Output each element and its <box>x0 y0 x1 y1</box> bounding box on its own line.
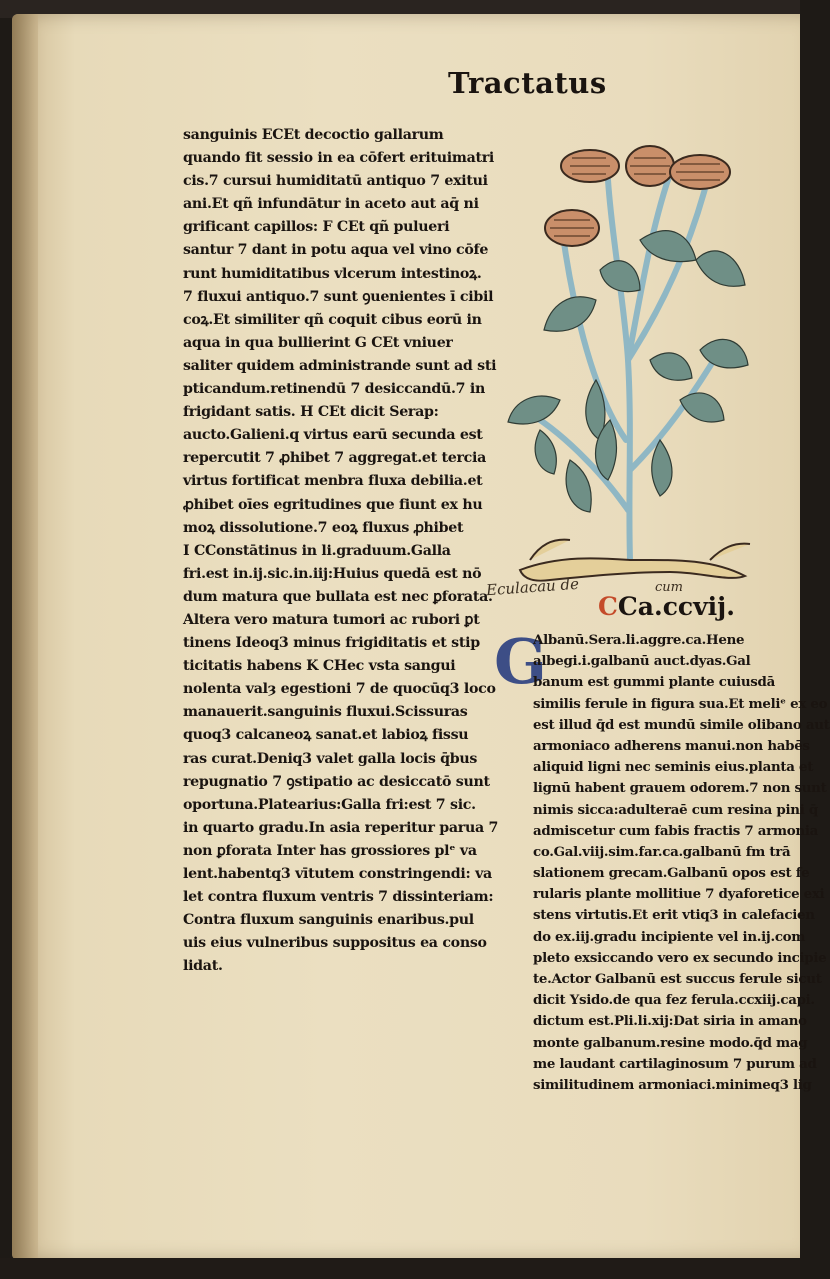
text-line: stens virtutis.Et erit vtiq3 in calefacien <box>533 907 815 924</box>
chapter-rubric-mark: C <box>598 592 618 621</box>
text-line: frigidant satis. H CEt dicit Serap: <box>183 404 439 421</box>
text-line: coꝝ.Et similiter qñ coquit cibus eorū in <box>183 311 482 328</box>
text-line: armoniaco adherens manui.non habēs <box>533 737 810 754</box>
running-title: Tractatus <box>448 66 607 100</box>
plant-roots <box>520 540 750 581</box>
text-line: aucto.Galieni.q virtus earū secunda est <box>183 427 483 444</box>
desk-background-bottom <box>0 1258 800 1279</box>
text-line: Albanū.Sera.li.aggre.ca.Hene <box>533 632 745 648</box>
text-line: saliter quidem administrande sunt ad sti <box>183 357 497 374</box>
text-line: albegi.i.galbanū auct.dyas.Gal <box>533 653 751 670</box>
text-line: rularis plante mollitiue 7 dyaforetice exi <box>533 886 825 903</box>
text-line: slationem grecam.Galbanū opos est fe <box>533 865 810 882</box>
text-line: repercutit 7 ꝓhibet 7 aggregat.et tercia <box>183 450 487 467</box>
text-line: oportuna.Platearius:Galla fri:est 7 sic. <box>183 796 476 813</box>
text-line: Altera vero matura tumori ac rubori ꝑt <box>183 611 480 628</box>
text-line: lent.habentq3 vītutem constringendi: va <box>183 866 492 882</box>
text-line: repugnatio 7 ꝯstipatio ac desiccatō sunt <box>183 773 490 790</box>
text-line: est illud q̄d est mundū simile olibano aut <box>533 716 830 733</box>
text-line: moꝝ dissolutione.7 eoꝝ fluxus ꝓhibet <box>183 519 464 536</box>
text-line: non ꝑforata Inter has grossiores plᵉ va <box>183 842 477 859</box>
text-line: ticitatis habens K CHec vsta sangui <box>183 658 456 675</box>
chapter-number: Ca.ccvij. <box>617 592 735 621</box>
text-line: co.Gal.viij.sim.far.ca.galbanū fm trā <box>533 843 791 860</box>
text-line: santur 7 dant in potu aqua vel vino cōfe <box>183 242 489 259</box>
text-line: ꝓhibet oīes egritudines que fiunt ex hu <box>183 496 483 513</box>
text-line: nimis sicca:adulteraē cum resina pini q̄ <box>533 801 818 818</box>
text-line: banum est gummi plante cuiusdā <box>533 674 775 691</box>
text-line: ras curat.Deniq3 valet galla locis q̄bus <box>183 750 478 767</box>
text-line: cis.7 cursui humiditatū antiquo 7 exitui <box>183 173 488 190</box>
text-line: te.Actor Galbanū est succus ferule sicut <box>533 971 822 987</box>
plant-woodcut-illustration <box>500 140 760 600</box>
handwritten-plant-label-right: cum <box>655 580 683 595</box>
text-line: quando fit sessio in ea cōfert erituimatri <box>183 150 495 167</box>
right-text-column <box>533 630 830 1096</box>
text-line: similis ferule in figura sua.Et meliᵉ ex eo <box>533 695 828 712</box>
text-line: pticandum.retinendū 7 desiccandū.7 in <box>183 381 485 398</box>
chapter-heading <box>598 592 735 621</box>
text-line: dictum est.Pli.li.xij:Dat siria in amano <box>533 1013 807 1030</box>
text-line: do ex.iij.gradu incipiente vel in.ij.com <box>533 928 806 945</box>
text-line: I CConstātinus in li.graduum.Galla <box>183 542 451 559</box>
text-line: quoq3 calcaneoꝝ sanat.et labioꝝ fissu <box>183 727 469 744</box>
left-text-column <box>183 124 499 978</box>
text-line: dicit Ysido.de qua fez ferula.ccxiij.capi. <box>533 992 815 1009</box>
text-line: runt humiditatibus vlcerum intestinoꝝ. <box>183 265 482 282</box>
text-line: pleto exsiccando vero ex secundo incipie <box>533 949 827 966</box>
text-line: grificant capillos: F CEt qñ pulueri <box>183 219 450 236</box>
text-line: tinens Ideoq3 minus frigiditatis et stip <box>183 635 480 652</box>
handwritten-plant-label: Eculacau de <box>485 574 580 600</box>
text-line: nolenta valȝ egestioni 7 de quocūq3 loco <box>183 681 496 698</box>
text-line: lidat. <box>183 958 223 975</box>
decorated-initial-letter: G <box>494 625 547 698</box>
text-line: aliquid ligni nec seminis eius.planta et <box>533 759 814 776</box>
text-line: lignū habent grauem odorem.7 non sunt <box>533 780 827 797</box>
text-line: manauerit.sanguinis fluxui.Scissuras <box>183 704 468 721</box>
text-line: 7 fluxui antiquo.7 sunt ꝯuenientes ī cibil <box>183 288 494 305</box>
text-line: sanguinis ECEt decoctio gallarum <box>183 127 444 143</box>
text-line: Contra fluxum sanguinis enaribus.pul <box>183 912 474 929</box>
text-line: fri.est in.ij.sic.in.iij:Huius quedā est nō <box>183 565 482 582</box>
text-line: aqua in qua bullierint G CEt vniuer <box>183 334 453 351</box>
text-line: dum matura que bullata est nec ꝑforata. <box>183 588 493 605</box>
text-line: ani.Et qñ infundātur in aceto aut aq̄ ni <box>183 196 479 213</box>
text-line: let contra fluxum ventris 7 dissinteriam: <box>183 889 494 906</box>
text-line: monte galbanum.resine modo.q̄d mag <box>533 1034 808 1051</box>
page-gutter <box>12 14 38 1260</box>
text-line: similitudinem armoniaci.minimeq3 lig <box>533 1076 812 1093</box>
text-line: virtus fortificat menbra fluxa debilia.et <box>183 473 483 490</box>
text-line: uis eius vulneribus suppositus ea conso <box>183 935 487 952</box>
text-line: me laudant cartilaginosum 7 purum ad <box>533 1055 817 1072</box>
text-line: in quarto gradu.In asia reperitur parua 7 <box>183 819 499 836</box>
text-line: admiscetur cum fabis fractis 7 armonia <box>533 822 818 839</box>
